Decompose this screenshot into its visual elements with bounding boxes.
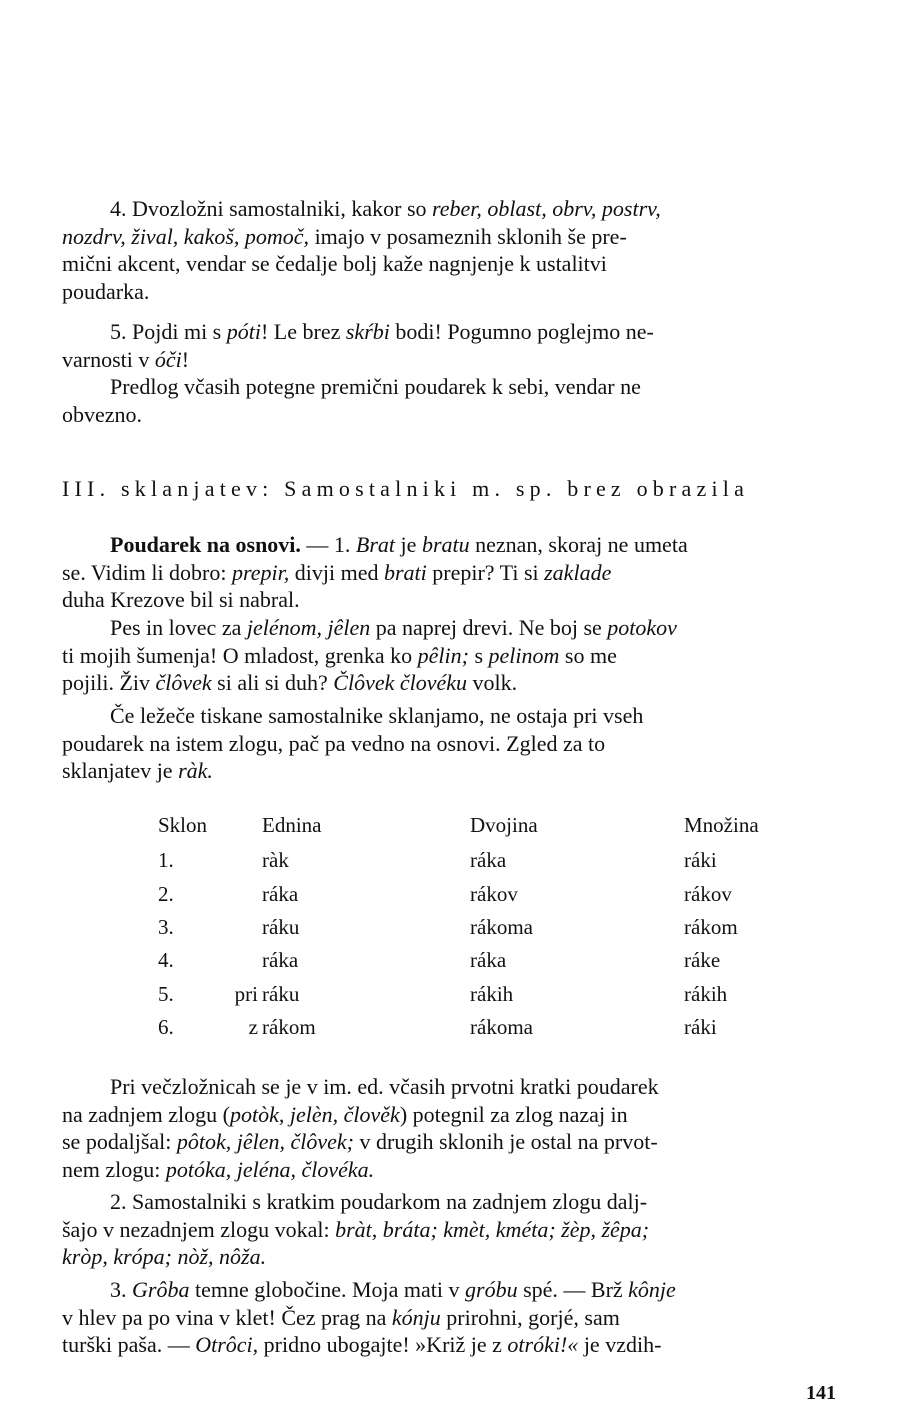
text-line: Predlog včasih potegne premični poudarek k sebi, vendar ne xyxy=(110,374,641,399)
italic-term: člôvek xyxy=(155,670,212,695)
text-line: s xyxy=(468,642,489,668)
cell-plural: ráki xyxy=(684,848,717,873)
page-number: 141 xyxy=(806,1382,836,1404)
cell-preposition: z xyxy=(248,1015,258,1040)
table-row xyxy=(158,1011,794,1044)
table-row xyxy=(158,911,794,944)
text-line: poudarek na istem zlogu, pač pa vedno na osnovi. Zgled za to xyxy=(62,730,606,756)
paragraph-2 xyxy=(62,1188,848,1271)
italic-term: Otrôci, xyxy=(195,1332,259,1357)
text-line: obvezno. xyxy=(62,401,143,427)
text-line: neznan, skoraj ne umeta xyxy=(469,532,688,557)
text-line: — 1. xyxy=(300,532,356,557)
text-line: volk. xyxy=(467,670,518,695)
italic-term: póti xyxy=(226,319,261,344)
cell-case: 2. xyxy=(158,881,174,906)
cell-plural: ráki xyxy=(684,1015,717,1040)
text-line: mični akcent, vendar se čedalje bolj kaže nagnjenje k ustalitvi xyxy=(62,251,607,276)
paragraph-3 xyxy=(62,1276,848,1359)
italic-term: bratu xyxy=(421,532,470,557)
italic-term: pelinom xyxy=(488,642,560,668)
cell-preposition xyxy=(208,944,262,977)
italic-term: otróki!« xyxy=(507,1332,579,1357)
text-line: pojili. Živ xyxy=(62,670,156,695)
text-line: 4. Dvozložni samostalniki, kakor so xyxy=(110,196,433,221)
header-preposition xyxy=(208,806,262,844)
italic-term: potokov xyxy=(607,615,677,640)
cell-case: 4. xyxy=(158,948,174,973)
italic-term: Člôvek človéku xyxy=(333,670,468,695)
paragraph-5 xyxy=(62,318,848,428)
paragraph-pes xyxy=(62,614,848,697)
italic-term: nozdrv, žival, kakoš, pomoč, xyxy=(62,223,310,249)
text-line: nem zlogu: xyxy=(62,1156,166,1182)
italic-term: ràk. xyxy=(178,758,213,783)
paragraph-pri xyxy=(62,1073,848,1183)
italic-term: kônje xyxy=(628,1277,676,1302)
text-line: ! Le brez xyxy=(260,319,346,344)
cell-case: 3. xyxy=(158,914,174,939)
text-line: Pes in lovec za xyxy=(110,615,247,640)
header-ednina: Ednina xyxy=(262,812,322,837)
text-line: duha Krezove bil si nabral. xyxy=(62,587,300,612)
cell-plural: rákom xyxy=(684,914,738,939)
italic-term: óči xyxy=(154,346,182,372)
cell-dual: rákov xyxy=(470,881,518,906)
text-line: ! xyxy=(181,346,190,372)
cell-plural: rákov xyxy=(684,881,732,906)
text-line: je xyxy=(395,532,422,557)
bold-lead: Poudarek na osnovi. xyxy=(110,532,301,557)
text-line: se. Vidim li dobro: xyxy=(62,559,232,585)
text-line: divji med xyxy=(289,559,384,585)
text-line: se podaljšal: xyxy=(62,1129,177,1154)
cell-case: 5. xyxy=(158,981,174,1006)
text-line: je vzdih- xyxy=(578,1332,662,1357)
text-line: ) potegnil za zlog nazaj in xyxy=(399,1101,628,1127)
text-line: si ali si duh? xyxy=(211,670,334,695)
declension-table xyxy=(158,806,794,1044)
section-heading: III. sklanjatev: Samostalniki m. sp. brez obrazila xyxy=(62,476,750,501)
cell-singular: rákom xyxy=(262,1015,316,1040)
text-line: 3. xyxy=(110,1277,132,1302)
text-line: turški paša. — xyxy=(62,1332,196,1357)
cell-case: 1. xyxy=(158,848,174,873)
text-line: pa naprej drevi. Ne boj se xyxy=(370,615,608,640)
table-header-row xyxy=(158,806,794,844)
cell-dual: rákoma xyxy=(470,1015,533,1040)
table-row xyxy=(158,944,794,977)
cell-singular: ráka xyxy=(262,948,299,973)
text-line: 2. Samostalniki s kratkim poudarkom na zadnjem zlogu dalj- xyxy=(110,1189,648,1214)
italic-term: bràt, bráta; kmèt, kméta; žèp, žêpa; xyxy=(335,1216,650,1242)
text-line: Pri večzložnicah se je v im. ed. včasih prvotni kratki poudarek xyxy=(110,1074,659,1099)
text-line: so me xyxy=(559,642,617,668)
cell-singular: ràk xyxy=(262,848,289,873)
cell-preposition: pri xyxy=(234,981,258,1006)
italic-term: prepir, xyxy=(232,559,290,585)
header-dvojina: Dvojina xyxy=(470,812,538,837)
italic-term: pôtok, jêlen, člôvek; xyxy=(176,1129,355,1154)
text-line: spé. — Brž xyxy=(517,1277,629,1302)
header-sklon: Sklon xyxy=(158,812,208,837)
cell-case: 6. xyxy=(158,1015,174,1040)
cell-dual: rákih xyxy=(470,981,514,1006)
italic-term: kròp, krópa; nòž, nôža. xyxy=(62,1244,267,1269)
table-row xyxy=(158,978,794,1011)
italic-term: brati xyxy=(383,559,427,585)
italic-term: gróbu xyxy=(465,1277,518,1302)
header-mnozina: Množina xyxy=(684,812,759,837)
paragraph-4 xyxy=(62,195,848,305)
italic-term: kónju xyxy=(391,1304,441,1330)
text-line: imajo v posameznih sklonih še pre- xyxy=(309,223,627,249)
cell-dual: ráka xyxy=(470,848,507,873)
cell-preposition xyxy=(208,877,262,910)
cell-singular: ráka xyxy=(262,881,299,906)
text-line: pridno ubogajte! »Križ je z xyxy=(258,1332,508,1357)
table-row xyxy=(158,844,794,877)
cell-dual: ráka xyxy=(470,948,507,973)
text-line: temne globočine. Moja mati v xyxy=(189,1277,466,1302)
text-line: bodi! Pogumno poglejmo ne- xyxy=(389,319,654,344)
cell-plural: ráke xyxy=(684,948,721,973)
italic-term: Grôba xyxy=(132,1277,190,1302)
text-line: prirohni, gorjé, sam xyxy=(440,1304,620,1330)
text-line: na zadnjem zlogu ( xyxy=(62,1101,230,1127)
text-line: šajo v nezadnjem zlogu vokal: xyxy=(62,1216,336,1242)
italic-term: potòk, jelèn, člověk xyxy=(230,1101,400,1127)
italic-term: potóka, jeléna, človéka. xyxy=(165,1156,375,1182)
text-line: poudarka. xyxy=(62,278,150,304)
italic-term: pêlin; xyxy=(417,642,469,668)
italic-term: jelénom, jêlen xyxy=(246,615,371,640)
cell-dual: rákoma xyxy=(470,914,533,939)
text-line: v drugih sklonih je ostal na prvot- xyxy=(354,1129,658,1154)
text-line: ti mojih šumenja! O mladost, grenka ko xyxy=(62,642,418,668)
paragraph-ce xyxy=(62,702,848,785)
paragraph-poudarek xyxy=(62,531,848,614)
italic-term: reber, oblast, obrv, postrv, xyxy=(432,196,661,221)
cell-preposition xyxy=(208,844,262,877)
cell-plural: rákih xyxy=(684,981,728,1006)
text-line: varnosti v xyxy=(62,346,155,372)
cell-preposition xyxy=(208,911,262,944)
italic-term: skŕbi xyxy=(345,319,390,344)
italic-term: zaklade xyxy=(544,559,612,585)
text-line: prepir? Ti si xyxy=(426,559,545,585)
text-line: v hlev pa po vina v klet! Čez prag na xyxy=(62,1304,392,1330)
table-row xyxy=(158,877,794,910)
text-line: 5. Pojdi mi s xyxy=(110,319,227,344)
cell-singular: ráku xyxy=(262,981,300,1006)
text-line: Če ležeče tiskane samostalnike sklanjamo, ne ostaja pri vseh xyxy=(110,703,644,728)
cell-singular: ráku xyxy=(262,914,300,939)
italic-term: Brat xyxy=(355,532,396,557)
text-line: sklanjatev je xyxy=(62,758,179,783)
